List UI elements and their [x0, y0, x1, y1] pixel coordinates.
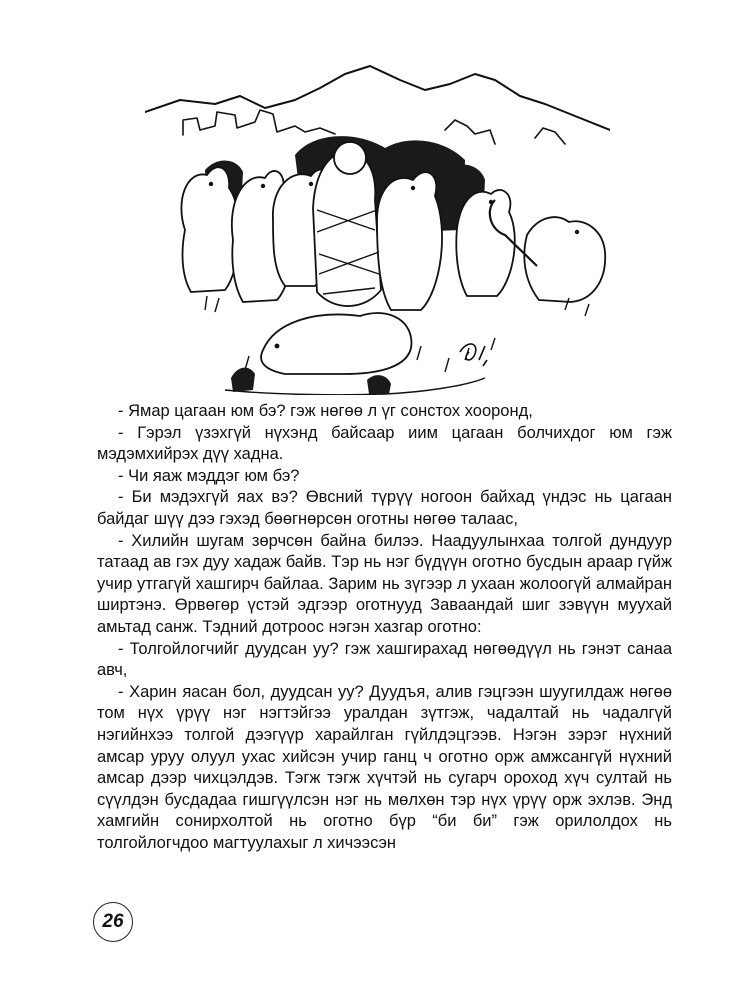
mouse-far-right — [524, 217, 605, 302]
paragraph: - Толгойлогчийг дуудсан уу? гэж хашгирахад нөгөөдүүл нь гэнэт санаа авч, — [97, 639, 672, 680]
tied-figure-head — [334, 142, 366, 174]
mice-crowd-illustration — [145, 60, 610, 395]
paragraph: - Ямар цагаан юм бэ? гэж нөгөө л үг сонстох хооронд, — [118, 402, 533, 420]
mouse-right-2 — [456, 190, 514, 296]
page-number-badge — [93, 902, 133, 942]
page-number: 26 — [102, 911, 124, 932]
paragraph: - Харин яасан бол, дуудсан уу? Дуудъя, алив гэцгээн шуугилдаж нөгөө том нүх үрүү нэг нэгтэйгээ уралдан зүтгэж, чадалтай нь чадалгүй нэгийнхээ толгой дээгүүр харайлган гүйлдэцгээв. Нэгэн зэрэг нүхний амсар уруу олуул ухас хийсэн учир ганц ч оготно орж амжсангүй нүхний амсар дээр чихцэлдэв. Тэгж тэгж хүчтэй нь сугарч ороход хүч султай нь сүүлдэн бусдадаа гишгүүлсэн нэг нь мөлхөн тэр нүх үрүү орж эхлэв. Энд хамгийн сонирхолтой нь оготно бүр “би би” гэж орилолдох нь толгойлогчдоо магтуулахыг л хичээсэн — [97, 682, 672, 852]
paragraph: - Би мэдэхгүй яах вэ? Өвсний түрүү ногоон байхад үндэс нь цагаан байдаг шүү дээ гэхэд бөөгнөрсөн оготны нөгөө талаас, — [97, 488, 672, 528]
mouse-front-lying — [261, 313, 411, 374]
paragraph: - Хилийн шугам зөрчсөн байна билээ. Наадуулынхаа толгой дундуур татаад ав гэх дуу хадаж байв. Тэр нь нэг бүдүүн оготно бусдын араар гүйж учир утгагүй хашгирч байлаа. Зарим нь зүгээр л ухаан жолоогүй алмайран ширтэнэ. Өрвөгөр үстэй эдгээр оготнууд Заваандай шиг зэвүүн муухай амьтад санж. Тэдний дотроос нэгэн хазгар оготно: — [97, 531, 672, 636]
artist-signature — [460, 344, 487, 366]
distant-town — [183, 110, 335, 135]
mouse-right-1 — [377, 172, 442, 310]
mountain-ridge — [145, 66, 610, 130]
story-text — [97, 401, 672, 854]
paragraph: - Гэрэл үзэхгүй нүхэнд байсаар иим цагаан болчихдог юм гэж мэдэмхийрэх дүү хадна. — [97, 423, 672, 464]
paragraph: - Чи яаж мэддэг юм бэ? — [118, 466, 300, 485]
